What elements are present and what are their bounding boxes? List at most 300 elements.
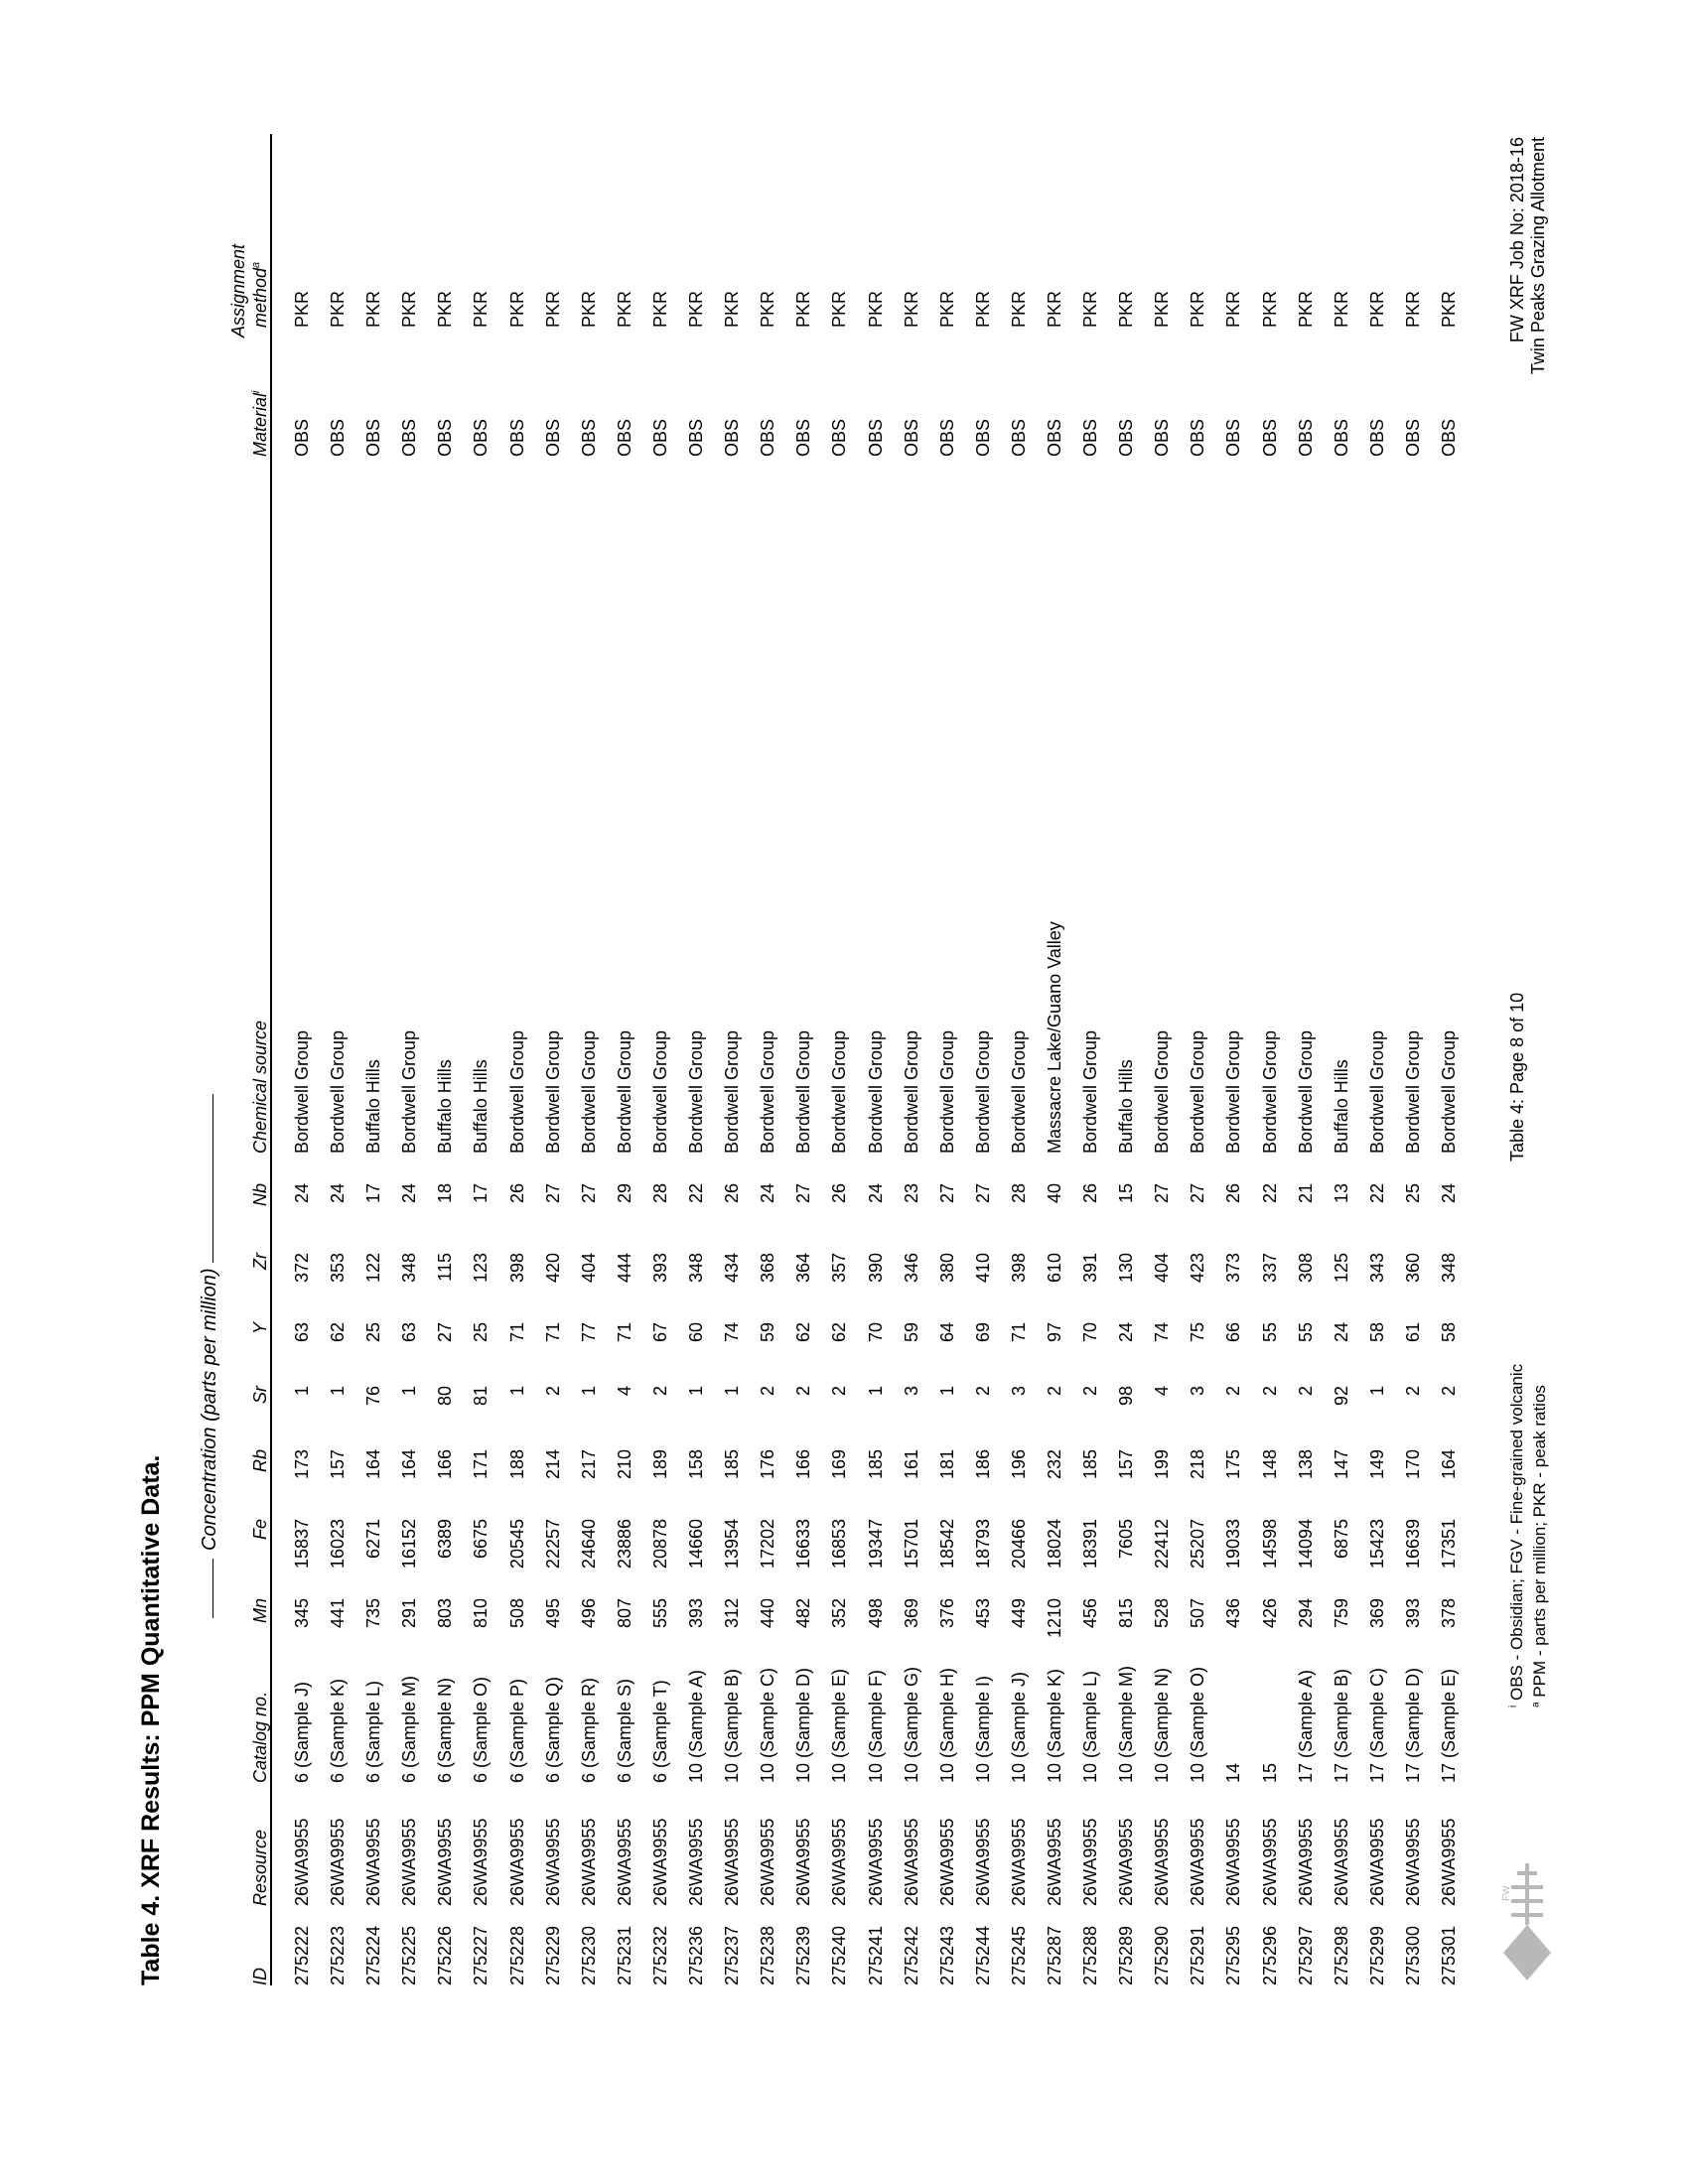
cell-resource: 26WA9955 [1366,1818,1387,1906]
col-rb: Rb [250,1449,270,1473]
cell-zr: 423 [1188,1253,1208,1284]
col-id: ID [250,1968,270,1985]
cell-y: 75 [1188,1322,1208,1343]
cell-sr: 1 [722,1386,743,1397]
cell-mn: 555 [649,1598,670,1629]
cell-fe: 22257 [542,1519,563,1570]
cell-nb: 27 [578,1183,599,1204]
cell-material: OBS [865,418,886,457]
cell-fe: 6875 [1331,1519,1351,1560]
cell-sr: 80 [435,1386,456,1407]
cell-rb: 176 [758,1449,778,1480]
cell-nb: 17 [471,1183,492,1204]
cell-rb: 173 [292,1449,312,1480]
cell-nb: 29 [614,1183,634,1204]
cell-source: Bordwell Group [649,1029,670,1154]
cell-sr: 2 [1295,1386,1316,1397]
material-label: Material [250,392,270,457]
cell-resource: 26WA9955 [506,1818,527,1906]
cell-catalog: 17 (Sample D) [1402,1667,1423,1783]
cell-y: 60 [686,1322,707,1343]
cell-material: OBS [614,418,634,457]
cell-mn: 1210 [1044,1598,1064,1639]
cell-y: 63 [399,1322,420,1343]
cell-material: OBS [399,418,420,457]
cell-method: PKR [435,290,456,328]
cell-nb: 27 [542,1183,563,1204]
cell-resource: 26WA9955 [1223,1818,1244,1906]
cell-mn: 456 [1080,1598,1101,1629]
cell-material: OBS [292,418,312,457]
cell-method: PKR [506,290,527,328]
cell-mn: 508 [506,1598,527,1629]
cell-material: OBS [1295,418,1316,457]
cell-rb: 170 [1402,1449,1423,1480]
cell-catalog: 6 (Sample S) [614,1678,634,1783]
cell-source: Bordwell Group [865,1029,886,1154]
cell-y: 71 [542,1322,563,1343]
cell-resource: 26WA9955 [865,1818,886,1906]
cell-resource: 26WA9955 [1259,1818,1280,1906]
cell-resource: 26WA9955 [578,1818,599,1906]
cell-material: OBS [435,418,456,457]
cell-resource: 26WA9955 [722,1818,743,1906]
cell-zr: 348 [686,1253,707,1284]
table-row [1431,134,1467,1985]
cell-id: 275226 [435,1925,456,1985]
table-row [535,134,571,1985]
footnote-1-text: OBS - Obsidian; FGV - Fine-grained volcanic [1507,1363,1526,1702]
cell-method: PKR [1439,290,1459,328]
cell-id: 275241 [865,1925,886,1985]
cell-resource: 26WA9955 [1008,1818,1029,1906]
cell-nb: 22 [1259,1183,1280,1204]
col-sr: Sr [250,1386,270,1404]
cell-sr: 1 [686,1386,707,1397]
cell-rb: 175 [1223,1449,1244,1480]
cell-source: Bordwell Group [1188,1029,1208,1154]
cell-method: PKR [542,290,563,328]
cell-rb: 185 [1080,1449,1101,1480]
cell-resource: 26WA9955 [435,1818,456,1906]
cell-catalog: 10 (Sample H) [936,1667,957,1783]
cell-source: Buffalo Hills [363,1059,384,1154]
cell-zr: 410 [972,1253,993,1284]
cell-id: 275228 [506,1925,527,1985]
cell-id: 275300 [1402,1925,1423,1985]
cell-rb: 149 [1366,1449,1387,1480]
cell-id: 275288 [1080,1925,1101,1985]
cell-fe: 16853 [829,1519,850,1570]
cell-nb: 26 [1223,1183,1244,1204]
cell-y: 55 [1259,1322,1280,1343]
cell-source: Buffalo Hills [435,1059,456,1154]
cell-id: 275240 [829,1925,850,1985]
cell-id: 275244 [972,1925,993,1985]
cell-y: 71 [1008,1322,1029,1343]
cell-rb: 169 [829,1449,850,1480]
cell-y: 62 [793,1322,814,1343]
cell-y: 27 [435,1322,456,1343]
cell-y: 59 [758,1322,778,1343]
cell-sr: 1 [1366,1386,1387,1397]
cell-resource: 26WA9955 [1116,1818,1137,1906]
cell-id: 275239 [793,1925,814,1985]
cell-method: PKR [1402,290,1423,328]
cell-method: PKR [1080,290,1101,328]
cell-catalog: 10 (Sample D) [793,1667,814,1783]
cell-nb: 28 [649,1183,670,1204]
cell-nb: 24 [1439,1183,1459,1204]
cell-zr: 373 [1223,1253,1244,1284]
cell-catalog: 10 (Sample A) [686,1669,707,1783]
cell-mn: 440 [758,1598,778,1629]
cell-y: 97 [1044,1322,1064,1343]
cell-nb: 28 [1008,1183,1029,1204]
cell-fe: 16639 [1402,1519,1423,1570]
cell-mn: 312 [722,1598,743,1629]
cell-method: PKR [363,290,384,328]
cell-nb: 26 [722,1183,743,1204]
cell-sr: 2 [1044,1386,1064,1397]
cell-method: PKR [1295,290,1316,328]
cell-catalog: 6 (Sample K) [328,1678,349,1783]
cell-id: 275222 [292,1925,312,1985]
cell-resource: 26WA9955 [901,1818,921,1906]
cell-catalog: 15 [1259,1762,1280,1783]
cell-source: Bordwell Group [578,1029,599,1154]
cell-rb: 188 [506,1449,527,1480]
cell-material: OBS [793,418,814,457]
cell-id: 275245 [1008,1925,1029,1985]
cell-id: 275231 [614,1925,634,1985]
table-row [571,134,607,1985]
cell-method: PKR [1331,290,1351,328]
cell-id: 275236 [686,1925,707,1985]
cell-id: 275238 [758,1925,778,1985]
cell-y: 25 [363,1322,384,1343]
cell-method: PKR [328,290,349,328]
cell-method: PKR [399,290,420,328]
cell-catalog: 10 (Sample J) [1008,1671,1029,1783]
cell-mn: 810 [471,1598,492,1629]
cell-catalog: 6 (Sample M) [399,1675,420,1783]
cell-method: PKR [1223,290,1244,328]
cell-source: Bordwell Group [1008,1029,1029,1154]
cell-material: OBS [363,418,384,457]
cell-resource: 26WA9955 [542,1818,563,1906]
cell-mn: 441 [328,1598,349,1629]
table-row [750,134,785,1985]
table-row [607,134,642,1985]
cell-zr: 434 [722,1253,743,1284]
cell-sr: 1 [328,1386,349,1397]
cell-id: 275296 [1259,1925,1280,1985]
table-row [858,134,894,1985]
cell-y: 61 [1402,1322,1423,1343]
cell-source: Bordwell Group [1152,1029,1173,1154]
cell-rb: 157 [328,1449,349,1480]
cell-rb: 158 [686,1449,707,1480]
logo-text: FW [1501,1885,1512,1901]
cell-resource: 26WA9955 [936,1818,957,1906]
cell-method: PKR [1044,290,1064,328]
table-row [1252,134,1288,1985]
cell-source: Bordwell Group [1366,1029,1387,1154]
cell-method: PKR [793,290,814,328]
cell-id: 275237 [722,1925,743,1985]
cell-nb: 27 [936,1183,957,1204]
cell-fe: 14598 [1259,1519,1280,1570]
cell-material: OBS [1188,418,1208,457]
cell-catalog: 6 (Sample J) [292,1681,312,1783]
cell-source: Bordwell Group [1259,1029,1280,1154]
cell-nb: 24 [328,1183,349,1204]
cell-source: Bordwell Group [1402,1029,1423,1154]
cell-y: 63 [292,1322,312,1343]
cell-sr: 1 [506,1386,527,1397]
cell-mn: 507 [1188,1598,1208,1629]
cell-nb: 24 [865,1183,886,1204]
cell-zr: 348 [399,1253,420,1284]
table-row [499,134,535,1985]
cell-source: Buffalo Hills [1116,1059,1137,1154]
cell-y: 70 [1080,1322,1101,1343]
table-title: Table 4. XRF Results: PPM Quantitative Data. [137,1454,165,1985]
cell-source: Bordwell Group [614,1029,634,1154]
cell-mn: 495 [542,1598,563,1629]
cell-catalog: 6 (Sample N) [435,1677,456,1783]
cell-catalog: 10 (Sample O) [1188,1666,1208,1783]
cell-zr: 122 [363,1253,384,1284]
cell-catalog: 6 (Sample R) [578,1677,599,1783]
cell-rb: 147 [1331,1449,1351,1480]
cell-rb: 210 [614,1449,634,1480]
col-material [250,391,271,457]
cell-nb: 23 [901,1183,921,1204]
cell-y: 74 [1152,1322,1173,1343]
col-y: Y [250,1322,270,1335]
cell-fe: 19033 [1223,1519,1244,1570]
table-row [1180,134,1215,1985]
cell-mn: 369 [1366,1598,1387,1629]
cell-y: 62 [328,1322,349,1343]
cell-method: PKR [1116,290,1137,328]
table-row [965,134,1001,1985]
cell-sr: 76 [363,1386,384,1407]
cell-resource: 26WA9955 [363,1818,384,1906]
cell-mn: 498 [865,1598,886,1629]
cell-zr: 123 [471,1253,492,1284]
cell-nb: 22 [686,1183,707,1204]
cell-sr: 2 [1080,1386,1101,1397]
footnote-1 [1507,1364,1527,1707]
cell-catalog: 10 (Sample I) [972,1675,993,1783]
cell-material: OBS [829,418,850,457]
cell-fe: 22412 [1152,1519,1173,1570]
cell-fe: 17351 [1439,1519,1459,1570]
concentration-label: Concentration (parts per million) [199,1268,220,1551]
cell-material: OBS [758,418,778,457]
cell-rb: 181 [936,1449,957,1480]
cell-catalog: 10 (Sample K) [1044,1668,1064,1783]
cell-material: OBS [1402,418,1423,457]
footnote-1-sup: i [1507,1705,1519,1707]
cell-zr: 360 [1402,1253,1423,1284]
table-row [1215,134,1251,1985]
footnote-2 [1530,1385,1550,1707]
cell-y: 64 [936,1322,957,1343]
cell-mn: 393 [686,1598,707,1629]
cell-sr: 1 [578,1386,599,1397]
cell-rb: 214 [542,1449,563,1480]
cell-nb: 27 [793,1183,814,1204]
cell-source: Bordwell Group [292,1029,312,1154]
table-row [1395,134,1431,1985]
cell-resource: 26WA9955 [328,1818,349,1906]
cell-catalog: 10 (Sample C) [758,1667,778,1783]
cell-catalog: 10 (Sample N) [1152,1667,1173,1783]
cell-rb: 164 [363,1449,384,1480]
cell-nb: 27 [1188,1183,1208,1204]
cell-id: 275224 [363,1925,384,1985]
col-resource: Resource [250,1829,270,1906]
cell-id: 275225 [399,1925,420,1985]
cell-sr: 2 [1259,1386,1280,1397]
cell-rb: 186 [972,1449,993,1480]
cell-sr: 2 [1223,1386,1244,1397]
col-nb: Nb [250,1183,270,1207]
cell-catalog: 10 (Sample B) [722,1668,743,1783]
cell-rb: 217 [578,1449,599,1480]
cell-mn: 759 [1331,1598,1351,1629]
cell-source: Buffalo Hills [1331,1059,1351,1154]
table-row [1072,134,1108,1985]
cell-sr: 1 [865,1386,886,1397]
cell-resource: 26WA9955 [1080,1818,1101,1906]
cell-y: 55 [1295,1322,1316,1343]
cell-nb: 25 [1402,1183,1423,1204]
cell-material: OBS [901,418,921,457]
page-label: Table 4: Page 8 of 10 [1507,992,1527,1161]
material-sup: i [250,390,262,393]
cell-mn: 528 [1152,1598,1173,1629]
table-row [821,134,857,1985]
cell-rb: 164 [399,1449,420,1480]
cell-fe: 16633 [793,1519,814,1570]
cell-mn: 453 [972,1598,993,1629]
cell-y: 25 [471,1322,492,1343]
cell-source: Bordwell Group [972,1029,993,1154]
cell-method: PKR [1259,290,1280,328]
table-row [785,134,821,1985]
assignment-label: method [250,267,270,328]
cell-fe: 17202 [758,1519,778,1570]
cell-catalog: 10 (Sample L) [1080,1670,1101,1783]
concentration-rule-right [212,1094,213,1263]
cell-rb: 166 [793,1449,814,1480]
cell-mn: 294 [1295,1598,1316,1629]
cell-material: OBS [328,418,349,457]
cell-mn: 426 [1259,1598,1280,1629]
col-catalog: Catalog no. [250,1691,270,1783]
cell-method: PKR [1366,290,1387,328]
cell-fe: 18542 [936,1519,957,1570]
cell-source: Bordwell Group [506,1029,527,1154]
cell-catalog: 17 (Sample A) [1295,1669,1316,1783]
cell-fe: 6271 [363,1519,384,1560]
cell-zr: 404 [578,1253,599,1284]
cell-mn: 393 [1402,1598,1423,1629]
cell-fe: 20545 [506,1519,527,1570]
table-row [1324,134,1359,1985]
cell-id: 275223 [328,1925,349,1985]
cell-resource: 26WA9955 [793,1818,814,1906]
cell-catalog: 10 (Sample E) [829,1668,850,1783]
cell-method: PKR [578,290,599,328]
cell-zr: 364 [793,1253,814,1284]
col-assignment-line1: Assignment [228,243,248,338]
cell-catalog: 17 (Sample B) [1331,1668,1351,1783]
cell-material: OBS [506,418,527,457]
fw-logo [1497,1861,1557,1980]
cell-material: OBS [471,418,492,457]
cell-source: Bordwell Group [829,1029,850,1154]
cell-nb: 15 [1116,1183,1137,1204]
cell-zr: 353 [328,1253,349,1284]
cell-id: 275243 [936,1925,957,1985]
table-row [678,134,714,1985]
cell-fe: 20878 [649,1519,670,1570]
cell-method: PKR [722,290,743,328]
cell-sr: 2 [1402,1386,1423,1397]
cell-resource: 26WA9955 [1439,1818,1459,1906]
cell-catalog: 6 (Sample O) [471,1676,492,1783]
cell-nb: 22 [1366,1183,1387,1204]
cell-method: PKR [614,290,634,328]
cell-fe: 18024 [1044,1519,1064,1570]
cell-source: Bordwell Group [1439,1029,1459,1154]
cell-zr: 348 [1439,1253,1459,1284]
cell-resource: 26WA9955 [972,1818,993,1906]
cell-catalog: 14 [1223,1762,1244,1783]
table-row [1108,134,1144,1985]
cell-material: OBS [1044,418,1064,457]
cell-zr: 115 [435,1253,456,1282]
col-zr: Zr [250,1253,270,1270]
cell-zr: 420 [542,1253,563,1284]
table-row [1359,134,1395,1985]
cell-sr: 3 [1008,1386,1029,1397]
cell-nb: 26 [1080,1183,1101,1204]
cell-id: 275289 [1116,1925,1137,1985]
cell-y: 58 [1366,1322,1387,1343]
cell-source: Bordwell Group [722,1029,743,1154]
cell-catalog: 17 (Sample C) [1366,1667,1387,1783]
cell-fe: 7605 [1116,1519,1137,1560]
cell-fe: 16023 [328,1519,349,1570]
cell-material: OBS [1152,418,1173,457]
cell-sr: 1 [399,1386,420,1397]
cell-zr: 404 [1152,1253,1173,1284]
cell-material: OBS [686,418,707,457]
cell-zr: 125 [1331,1253,1351,1284]
cell-sr: 98 [1116,1386,1137,1407]
table-row [894,134,929,1985]
cell-mn: 449 [1008,1598,1029,1629]
cell-y: 58 [1439,1322,1459,1343]
cell-y: 67 [649,1322,670,1343]
